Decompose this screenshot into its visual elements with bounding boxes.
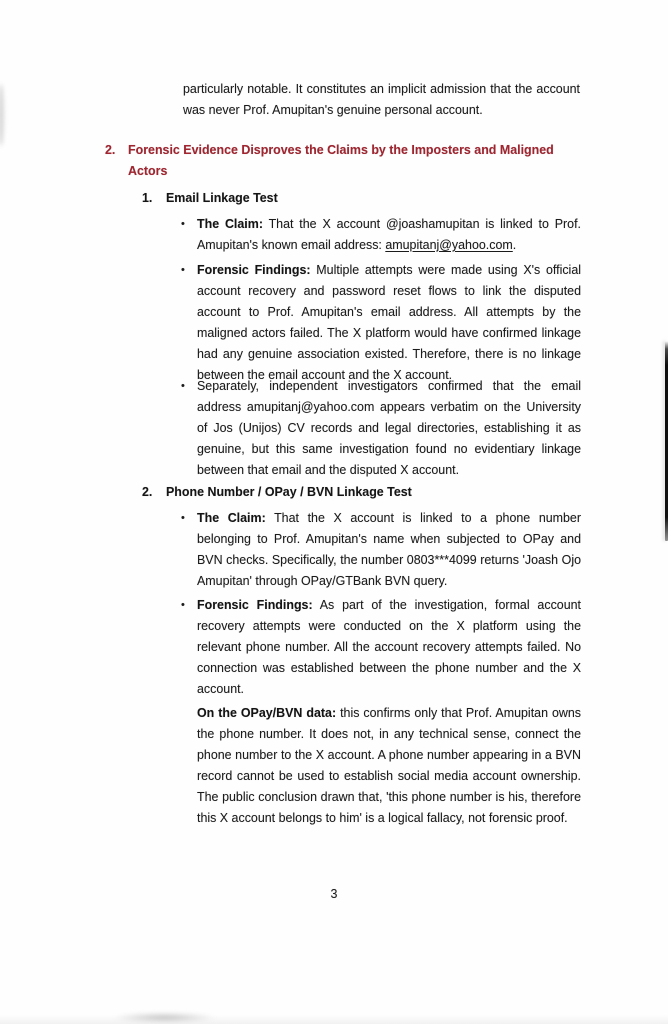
main-heading-text: Forensic Evidence Disproves the Claims by the Imposters and Maligned Actors	[128, 143, 554, 178]
email-separately-text: Separately, independent investigators confirmed that the email address amupitanj@yahoo.com appears verbatim on the University of Jos (Unijos) CV records and legal directories, establishing it as genuine, but this same investigation found no evidentiary linkage between that email and the disputed X account.	[197, 379, 581, 477]
bullet-email-findings	[197, 260, 581, 386]
scan-artifact-left-smudge	[0, 84, 4, 146]
opay-bvn-note-label: On the OPay/BVN data:	[197, 706, 337, 720]
bullet-phone-findings	[197, 595, 581, 700]
email-findings-text: Multiple attempts were made using X's official account recovery and password reset flows to link the disputed account to Prof. Amupitan's email address. All attempts by the maligned actors failed. The X platform would have confirmed linkage had any genuine association existed. Therefore, there is no linkage between the email account and the X account.	[197, 263, 581, 382]
subsection-title-email	[142, 188, 278, 209]
subsection-email-number: 1.	[142, 191, 153, 205]
bullet-email-claim	[197, 214, 581, 256]
main-heading-number: 2.	[105, 143, 116, 157]
opay-bvn-note	[197, 703, 581, 829]
subsection-phone-label: Phone Number / OPay / BVN Linkage Test	[166, 485, 412, 499]
email-address-underlined: amupitanj@yahoo.com	[385, 238, 513, 252]
phone-findings-label: Forensic Findings:	[197, 598, 313, 612]
scan-artifact-bottom-band	[0, 1015, 668, 1024]
email-findings-label: Forensic Findings:	[197, 263, 311, 277]
bullet-phone-claim	[197, 508, 581, 592]
phone-claim-text: That the X account is linked to a phone number belonging to Prof. Amupitan's name when subjected to OPay and BVN checks. Specifically, the number 0803***4099 returns 'Joash Ojo Amupitan' through OPay/GTBank BVN query.	[197, 511, 581, 588]
opay-bvn-note-text: this confirms only that Prof. Amupitan owns the phone number. It does not, in any technical sense, connect the phone number to the X account. A phone number appearing in a BVN record cannot be used to establish social media account ownership. The public conclusion drawn that, 'this phone number is his, therefore this X account belongs to him' is a logical fallacy, not forensic proof.	[197, 706, 581, 825]
intro-paragraph: particularly notable. It constitutes an implicit admission that the account was never Prof. Amupitan's genuine personal account.	[183, 82, 580, 117]
page-number: 3	[330, 887, 338, 901]
email-claim-label: The Claim:	[197, 217, 263, 231]
main-heading	[105, 140, 583, 182]
bullet-email-separately	[197, 376, 581, 481]
email-claim-text: That the X account @joashamupitan is linked to Prof. Amupitan's known email address:	[197, 217, 581, 252]
subsection-title-phone	[142, 482, 412, 503]
phone-findings-text: As part of the investigation, formal account recovery attempts were conducted on the X platform using the relevant phone number. All the account recovery attempts failed. No connection was established between the phone number and the X account.	[197, 598, 581, 696]
phone-claim-label: The Claim:	[197, 511, 266, 525]
email-claim-tail: .	[512, 238, 517, 252]
subsection-email-label: Email Linkage Test	[166, 191, 278, 205]
subsection-phone-number: 2.	[142, 485, 153, 499]
